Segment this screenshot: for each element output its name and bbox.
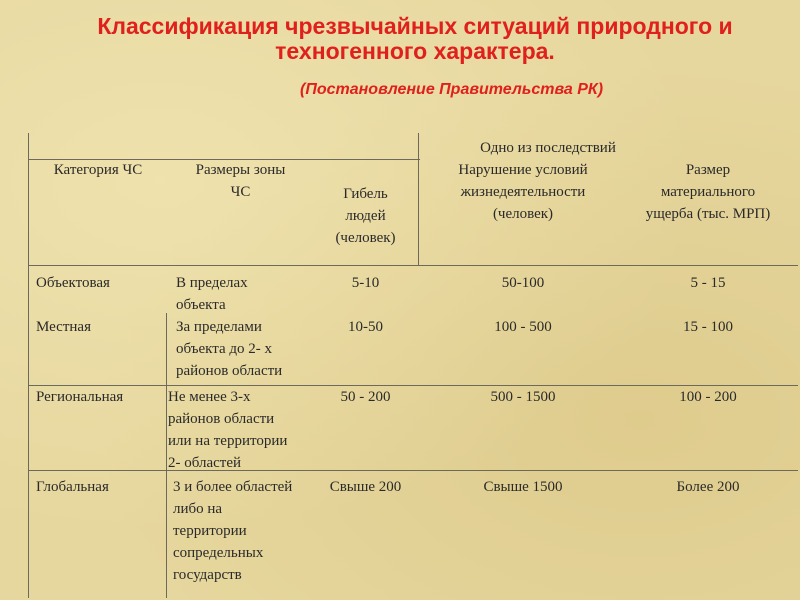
row-category: Глобальная [36, 479, 109, 495]
row-zone: В пределах объекта [176, 275, 248, 313]
row-category: Объектовая [36, 275, 110, 291]
row-category: Местная [36, 319, 91, 335]
header-disruption: Нарушение условий жизнедеятельности (человек) [458, 162, 588, 222]
row-deaths: 5-10 [351, 275, 380, 291]
classification-table [28, 133, 798, 598]
grid-line [418, 133, 419, 265]
row-zone: 3 и более областей либо на территории сопредельных государств [173, 479, 293, 583]
row-zone: За пределами объекта до 2- х районов области [176, 319, 283, 379]
slide-title: Классификация чрезвычайных ситуаций природного и техногенного характера. [97, 13, 733, 64]
row-deaths: 10-50 [348, 319, 383, 335]
row-zone: Не менее 3-х районов области или на территории 2- областей [168, 389, 288, 471]
header-zone: Размеры зоны ЧС [195, 162, 286, 200]
grid-line [28, 265, 798, 266]
header-damage: Размер материального ущерба (тыс. МРП) [645, 162, 771, 222]
row-damage: 5 - 15 [690, 275, 726, 291]
row-category: Региональная [36, 389, 124, 405]
row-damage: 100 - 200 [679, 389, 737, 405]
grid-line [28, 470, 798, 471]
row-deaths: Свыше 200 [329, 479, 402, 495]
row-disruption: Свыше 1500 [483, 479, 563, 495]
header-category: Категория ЧС [53, 162, 143, 178]
grid-line [28, 133, 29, 598]
row-disruption: 50-100 [501, 275, 545, 291]
header-consequences: Одно из последствий [480, 140, 616, 156]
row-deaths: 50 - 200 [340, 389, 391, 405]
header-deaths: Гибель людей (человек) [335, 186, 396, 246]
slide-subtitle: (Постановление Правительства РК) [300, 81, 604, 98]
row-disruption: 100 - 500 [494, 319, 552, 335]
row-damage: Более 200 [676, 479, 740, 495]
row-damage: 15 - 100 [683, 319, 733, 335]
row-disruption: 500 - 1500 [490, 389, 556, 405]
grid-line [166, 313, 167, 598]
